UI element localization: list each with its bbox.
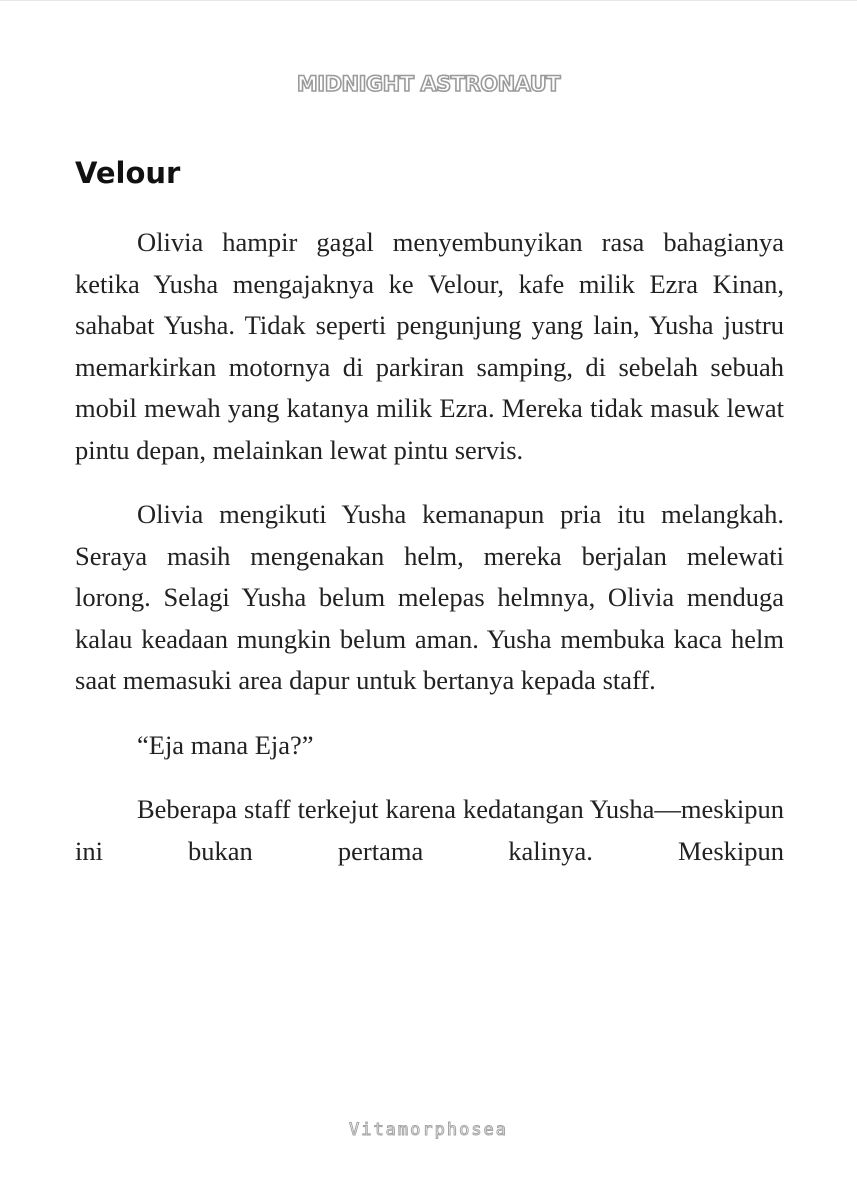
paragraph: Olivia mengikuti Yusha kemanapun pria itu melangkah. Seraya masih mengenakan helm, mereka berjalan melewati lorong. Selagi Yusha belum melepas helmnya, Olivia menduga kalau keadaan mungkin belum aman. Yusha membuka kaca helm saat memasuki area dapur untuk bertanya kepada staff. — [75, 499, 784, 695]
paragraph: Olivia hampir gagal menyembunyikan rasa bahagianya ketika Yusha mengajaknya ke Velour, kafe milik Ezra Kinan, sahabat Yusha. Tidak seperti pengunjung yang lain, Yusha justru memarkirkan motornya di parkiran samping, di sebelah sebuah mobil mewah yang katanya milik Ezra. Mereka tidak masuk lewat pintu depan, melainkan lewat pintu servis. — [75, 227, 784, 465]
chapter-title: Velour — [75, 156, 181, 190]
paragraph: Beberapa staff terkejut karena kedatangan Yusha—meskipun ini bukan pertama kalinya. Meskipun — [75, 794, 784, 866]
running-header: MIDNIGHT ASTRONAUT — [296, 72, 561, 96]
paragraph: “Eja mana Eja?” — [137, 729, 314, 760]
page-top-border — [0, 0, 857, 1]
chapter-body — [75, 222, 784, 895]
running-footer: Vitamorphosea — [348, 1120, 509, 1140]
